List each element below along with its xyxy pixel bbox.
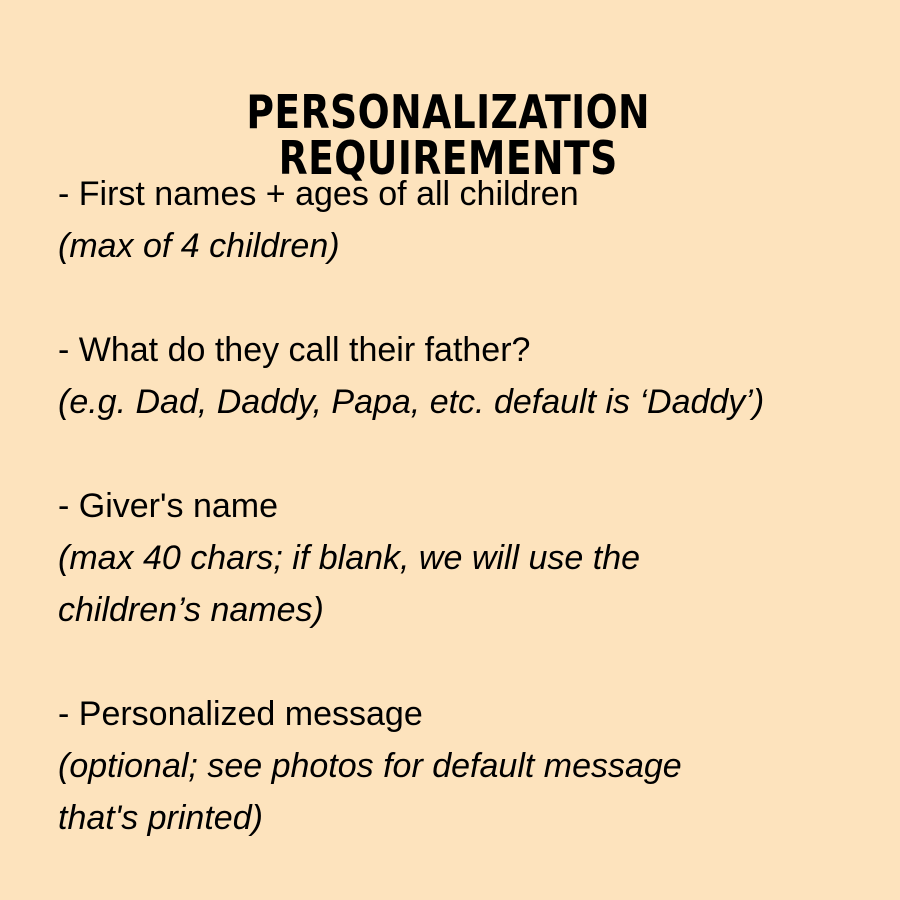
requirement-children: [58, 168, 858, 272]
requirement-note-continued: that's printed): [58, 799, 263, 837]
requirement-father-name: [58, 324, 858, 428]
requirement-note: (max 40 chars; if blank, we will use the: [58, 539, 641, 577]
requirement-note: (optional; see photos for default message: [58, 747, 682, 785]
page-title: PERSONALIZATION REQUIREMENTS: [246, 84, 651, 185]
requirement-message: [58, 688, 858, 844]
requirement-label: - Personalized message: [58, 695, 423, 733]
requirement-label: - First names + ages of all children: [58, 175, 579, 213]
requirement-note: (max of 4 children): [58, 227, 340, 265]
requirement-note: (e.g. Dad, Daddy, Papa, etc. default is ‘Daddy’): [58, 383, 765, 421]
requirement-giver-name: [58, 480, 858, 636]
requirement-label: - What do they call their father?: [58, 331, 531, 369]
requirement-note-continued: children’s names): [58, 591, 324, 629]
requirements-list: [58, 168, 858, 844]
requirement-label: - Giver's name: [58, 487, 278, 525]
